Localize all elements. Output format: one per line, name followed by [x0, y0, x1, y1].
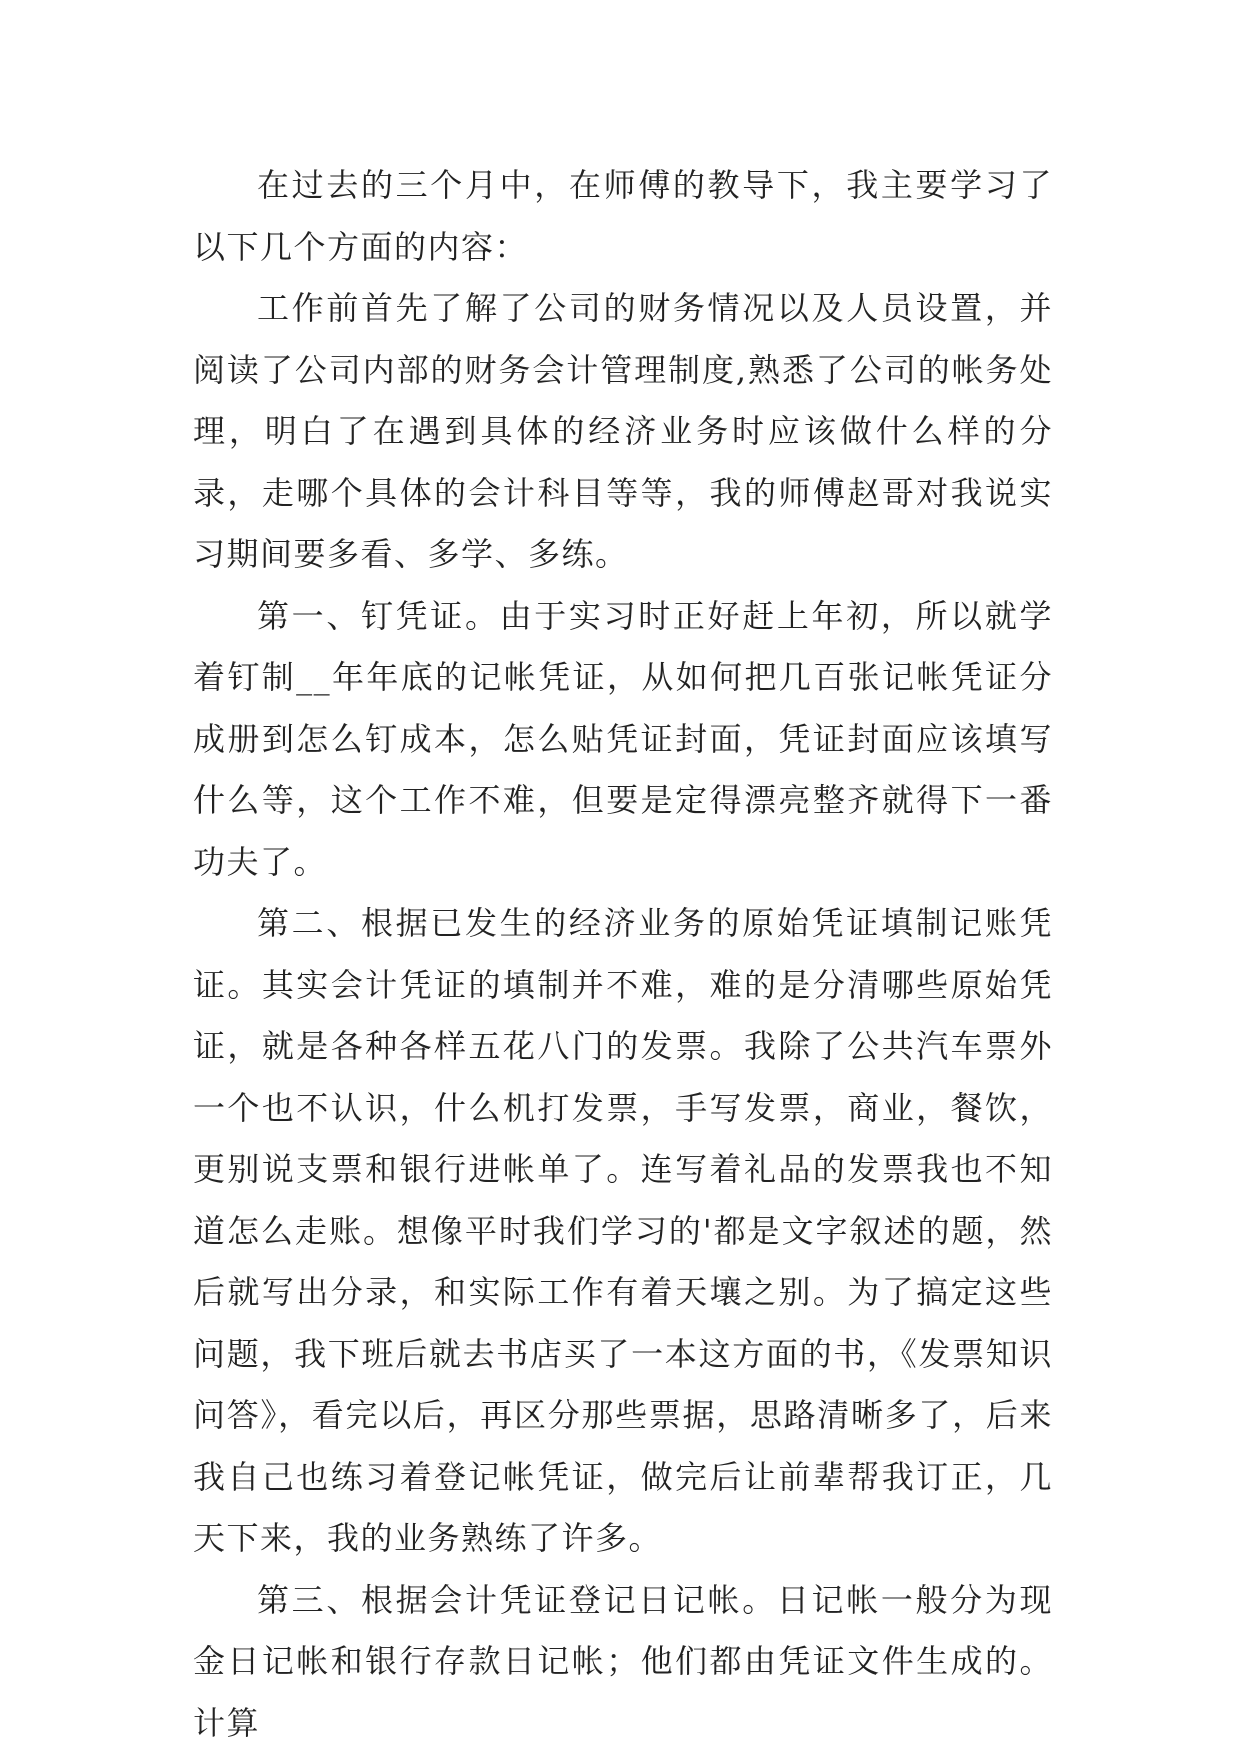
paragraph-second-filling-vouchers: 第二、根据已发生的经济业务的原始凭证填制记账凭证。其实会计凭证的填制并不难，难的是分清哪些原始凭证，就是各种各样五花八门的发票。我除了公共汽车票外一个也不认识，什么机打发票，手写发票，商业，餐饮，更别说支票和银行进帐单了。连写着礼品的发票我也不知道怎么走账。想像平时我们学习的'都是文字叙述的题，然后就写出分录，和实际工作有着天壤之别。为了搞定这些问题，我下班后就去书店买了一本这方面的书，《发票知识问答》，看完以后，再区分那些票据，思路清晰多了，后来我自己也练习着登记帐凭证，做完后让前辈帮我订正，几天下来，我的业务熟练了许多。	[193, 904, 1053, 1557]
paragraph-third-journal: 第三、根据会计凭证登记日记帐。日记帐一般分为现金日记帐和银行存款日记帐；他们都由凭证文件生成的。计算	[193, 1580, 1053, 1742]
paragraph-first-binding-vouchers: 第一、钉凭证。由于实习时正好赶上年初，所以就学着钉制__年年底的记帐凭证，从如何把几百张记帐凭证分成册到怎么钉成本，怎么贴凭证封面，凭证封面应该填写什么等，这个工作不难，但要是定得漂亮整齐就得下一番功夫了。	[193, 596, 1053, 881]
paragraph-preparation: 工作前首先了解了公司的财务情况以及人员设置，并阅读了公司内部的财务会计管理制度,熟悉了公司的帐务处理，明白了在遇到具体的经济业务时应该做什么样的分录，走哪个具体的会计科目等等，我的师傅赵哥对我说实习期间要多看、多学、多练。	[193, 289, 1053, 573]
paragraph-intro: 在过去的三个月中，在师傅的教导下，我主要学习了以下几个方面的内容：	[193, 166, 1053, 266]
document-body	[193, 155, 1053, 1754]
